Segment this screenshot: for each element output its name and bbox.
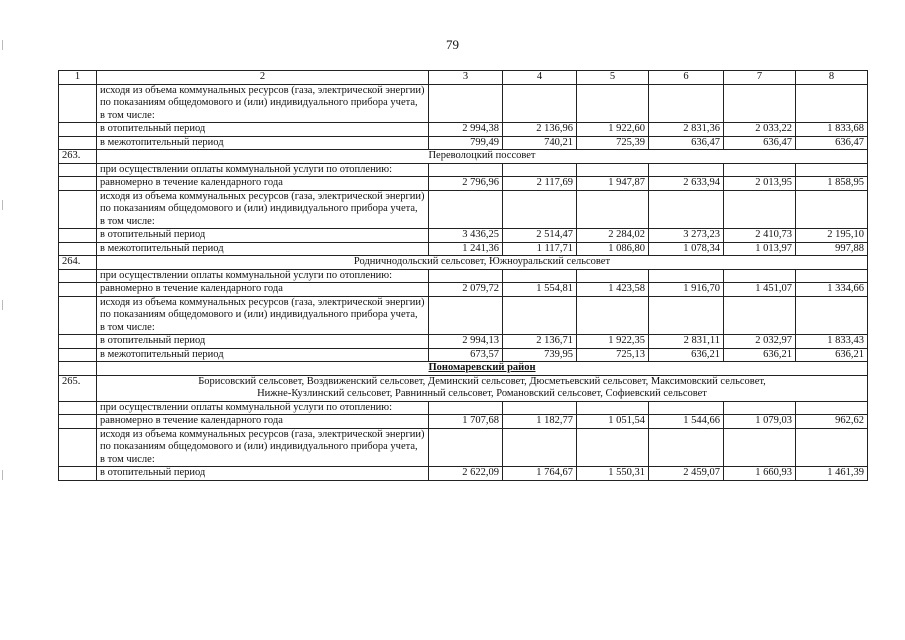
value-cell xyxy=(503,190,577,229)
value-cell xyxy=(649,84,724,123)
row-number-cell xyxy=(59,335,97,349)
scan-edge-mark xyxy=(2,200,3,210)
row-number-cell xyxy=(59,415,97,429)
value-cell xyxy=(429,163,503,177)
value-cell xyxy=(503,84,577,123)
value-row xyxy=(59,229,868,243)
value-cell: 1 764,67 xyxy=(503,467,577,481)
value-cell: 1 086,80 xyxy=(577,242,649,256)
value-cell xyxy=(577,401,649,415)
value-cell xyxy=(503,163,577,177)
column-header: 2 xyxy=(97,71,429,85)
value-cell: 636,47 xyxy=(649,136,724,150)
value-cell: 2 994,13 xyxy=(429,335,503,349)
value-cell: 1 078,34 xyxy=(649,242,724,256)
column-header: 8 xyxy=(796,71,868,85)
value-cell: 1 117,71 xyxy=(503,242,577,256)
value-cell xyxy=(649,190,724,229)
value-cell: 1 660,93 xyxy=(724,467,796,481)
value-cell: 2 831,11 xyxy=(649,335,724,349)
row-description: при осуществлении оплаты коммунальной услуги по отоплению: xyxy=(97,401,429,415)
row-label: в отопительный период xyxy=(97,467,429,481)
value-row xyxy=(59,283,868,297)
settlement-number: 265. xyxy=(59,375,97,401)
settlement-names-line: Нижне-Кузлинский сельсовет, Равнинный сельсовет, Романовский сельсовет, Софиевский сельсовет xyxy=(257,388,707,399)
value-cell xyxy=(649,163,724,177)
value-cell: 3 436,25 xyxy=(429,229,503,243)
value-cell: 1 947,87 xyxy=(577,177,649,191)
value-cell: 1 707,68 xyxy=(429,415,503,429)
description-row xyxy=(59,190,868,229)
value-cell: 2 994,38 xyxy=(429,123,503,137)
value-row xyxy=(59,136,868,150)
value-cell xyxy=(577,269,649,283)
value-cell: 2 033,22 xyxy=(724,123,796,137)
value-cell: 1 013,97 xyxy=(724,242,796,256)
value-cell xyxy=(429,84,503,123)
row-number-cell xyxy=(59,84,97,123)
row-number-cell xyxy=(59,163,97,177)
settlement-row xyxy=(59,375,868,401)
value-cell xyxy=(724,163,796,177)
value-cell xyxy=(724,401,796,415)
value-cell: 1 051,54 xyxy=(577,415,649,429)
row-number-cell xyxy=(59,123,97,137)
settlement-row xyxy=(59,150,868,164)
scan-edge-mark xyxy=(2,300,3,310)
value-cell xyxy=(649,401,724,415)
value-row xyxy=(59,335,868,349)
value-cell: 636,21 xyxy=(724,348,796,362)
value-cell: 1 544,66 xyxy=(649,415,724,429)
settlement-names xyxy=(97,375,868,401)
column-header: 1 xyxy=(59,71,97,85)
value-cell xyxy=(503,401,577,415)
value-cell: 636,47 xyxy=(724,136,796,150)
row-number-cell xyxy=(59,229,97,243)
value-cell xyxy=(429,401,503,415)
value-cell: 1 423,58 xyxy=(577,283,649,297)
settlement-name: Родничнодольский сельсовет, Южноуральский сельсовет xyxy=(97,256,868,270)
description-row xyxy=(59,401,868,415)
value-cell xyxy=(796,296,868,335)
value-cell: 725,39 xyxy=(577,136,649,150)
header-row xyxy=(59,71,868,85)
value-cell: 2 136,71 xyxy=(503,335,577,349)
value-row xyxy=(59,123,868,137)
value-cell xyxy=(429,296,503,335)
value-cell xyxy=(503,296,577,335)
value-row xyxy=(59,348,868,362)
value-cell: 2 079,72 xyxy=(429,283,503,297)
settlement-names-line: Борисовский сельсовет, Воздвиженский сельсовет, Деминский сельсовет, Дюсметьевский сельсовет, Максимовский сельсовет, xyxy=(198,375,766,387)
row-label: равномерно в течение календарного года xyxy=(97,283,429,297)
description-row xyxy=(59,163,868,177)
value-row xyxy=(59,177,868,191)
value-cell xyxy=(649,296,724,335)
value-cell xyxy=(796,269,868,283)
row-label: в межотопительный период xyxy=(97,136,429,150)
value-cell: 2 410,73 xyxy=(724,229,796,243)
scan-edge-mark xyxy=(2,470,3,480)
page-number: 79 xyxy=(446,37,459,52)
value-cell xyxy=(649,269,724,283)
value-cell: 1 461,39 xyxy=(796,467,868,481)
table-body xyxy=(59,71,868,481)
value-cell: 2 796,96 xyxy=(429,177,503,191)
settlement-row xyxy=(59,256,868,270)
value-cell xyxy=(577,296,649,335)
value-cell: 1 858,95 xyxy=(796,177,868,191)
row-label: в отопительный период xyxy=(97,123,429,137)
settlement-number: 263. xyxy=(59,150,97,164)
row-number-cell xyxy=(59,467,97,481)
value-cell: 1 922,60 xyxy=(577,123,649,137)
column-header: 7 xyxy=(724,71,796,85)
value-cell xyxy=(577,428,649,467)
value-cell: 1 833,68 xyxy=(796,123,868,137)
value-cell: 636,47 xyxy=(796,136,868,150)
value-cell: 1 334,66 xyxy=(796,283,868,297)
row-description: исходя из объема коммунальных ресурсов (газа, электрической энергии) по показаниям общедомового и (или) индивидуального прибора учета, в том числе: xyxy=(97,428,429,467)
value-cell xyxy=(796,190,868,229)
row-description: при осуществлении оплаты коммунальной услуги по отоплению: xyxy=(97,163,429,177)
value-cell: 2 032,97 xyxy=(724,335,796,349)
value-cell: 740,21 xyxy=(503,136,577,150)
row-label: в отопительный период xyxy=(97,229,429,243)
district-name: Пономаревский район xyxy=(97,362,868,376)
row-label: в межотопительный период xyxy=(97,348,429,362)
value-cell: 2 514,47 xyxy=(503,229,577,243)
description-row xyxy=(59,296,868,335)
row-number-cell xyxy=(59,348,97,362)
row-number-cell xyxy=(59,428,97,467)
value-cell: 1 451,07 xyxy=(724,283,796,297)
value-cell xyxy=(503,428,577,467)
row-number-cell xyxy=(59,296,97,335)
value-cell: 2 195,10 xyxy=(796,229,868,243)
value-cell: 2 622,09 xyxy=(429,467,503,481)
value-cell: 2 831,36 xyxy=(649,123,724,137)
value-row xyxy=(59,242,868,256)
row-number-cell xyxy=(59,362,97,376)
value-cell xyxy=(503,269,577,283)
value-cell xyxy=(577,84,649,123)
row-number-cell xyxy=(59,177,97,191)
value-cell xyxy=(429,269,503,283)
settlement-number: 264. xyxy=(59,256,97,270)
value-cell: 1 182,77 xyxy=(503,415,577,429)
value-cell xyxy=(724,428,796,467)
value-cell: 673,57 xyxy=(429,348,503,362)
row-label: в отопительный период xyxy=(97,335,429,349)
row-number-cell xyxy=(59,401,97,415)
value-cell: 1 922,35 xyxy=(577,335,649,349)
value-cell xyxy=(796,163,868,177)
scan-edge-mark xyxy=(2,40,3,50)
value-cell: 2 633,94 xyxy=(649,177,724,191)
value-cell: 1 241,36 xyxy=(429,242,503,256)
value-cell xyxy=(796,428,868,467)
value-row xyxy=(59,467,868,481)
value-cell xyxy=(724,84,796,123)
column-header: 4 xyxy=(503,71,577,85)
settlement-name: Переволоцкий поссовет xyxy=(97,150,868,164)
value-cell: 2 117,69 xyxy=(503,177,577,191)
district-row xyxy=(59,362,868,376)
column-header: 5 xyxy=(577,71,649,85)
value-cell xyxy=(724,269,796,283)
value-cell: 997,88 xyxy=(796,242,868,256)
value-cell: 739,95 xyxy=(503,348,577,362)
description-row xyxy=(59,84,868,123)
tariff-table xyxy=(58,70,868,481)
value-cell xyxy=(724,190,796,229)
description-row xyxy=(59,269,868,283)
value-cell: 962,62 xyxy=(796,415,868,429)
value-cell: 2 459,07 xyxy=(649,467,724,481)
value-cell xyxy=(649,428,724,467)
value-cell: 725,13 xyxy=(577,348,649,362)
value-cell: 636,21 xyxy=(649,348,724,362)
value-cell: 636,21 xyxy=(796,348,868,362)
value-cell: 2 013,95 xyxy=(724,177,796,191)
value-cell xyxy=(577,190,649,229)
value-cell: 1 833,43 xyxy=(796,335,868,349)
value-cell: 1 079,03 xyxy=(724,415,796,429)
value-cell xyxy=(429,190,503,229)
value-cell: 3 273,23 xyxy=(649,229,724,243)
row-description: исходя из объема коммунальных ресурсов (газа, электрической энергии) по показаниям общедомового и (или) индивидуального прибора учета, в том числе: xyxy=(97,190,429,229)
value-cell xyxy=(429,428,503,467)
column-header: 6 xyxy=(649,71,724,85)
description-row xyxy=(59,428,868,467)
row-number-cell xyxy=(59,136,97,150)
row-description: исходя из объема коммунальных ресурсов (газа, электрической энергии) по показаниям общедомового и (или) индивидуального прибора учета, в том числе: xyxy=(97,296,429,335)
value-cell xyxy=(724,296,796,335)
row-label: равномерно в течение календарного года xyxy=(97,177,429,191)
value-cell: 1 916,70 xyxy=(649,283,724,297)
row-number-cell xyxy=(59,283,97,297)
value-cell xyxy=(796,401,868,415)
row-number-cell xyxy=(59,269,97,283)
value-cell: 1 554,81 xyxy=(503,283,577,297)
row-number-cell xyxy=(59,242,97,256)
value-cell: 1 550,31 xyxy=(577,467,649,481)
row-label: равномерно в течение календарного года xyxy=(97,415,429,429)
value-cell: 799,49 xyxy=(429,136,503,150)
value-cell: 2 284,02 xyxy=(577,229,649,243)
column-header: 3 xyxy=(429,71,503,85)
row-description: исходя из объема коммунальных ресурсов (газа, электрической энергии) по показаниям общедомового и (или) индивидуального прибора учета, в том числе: xyxy=(97,84,429,123)
row-label: в межотопительный период xyxy=(97,242,429,256)
value-row xyxy=(59,415,868,429)
value-cell xyxy=(577,163,649,177)
value-cell: 2 136,96 xyxy=(503,123,577,137)
value-cell xyxy=(796,84,868,123)
row-number-cell xyxy=(59,190,97,229)
row-description: при осуществлении оплаты коммунальной услуги по отоплению: xyxy=(97,269,429,283)
